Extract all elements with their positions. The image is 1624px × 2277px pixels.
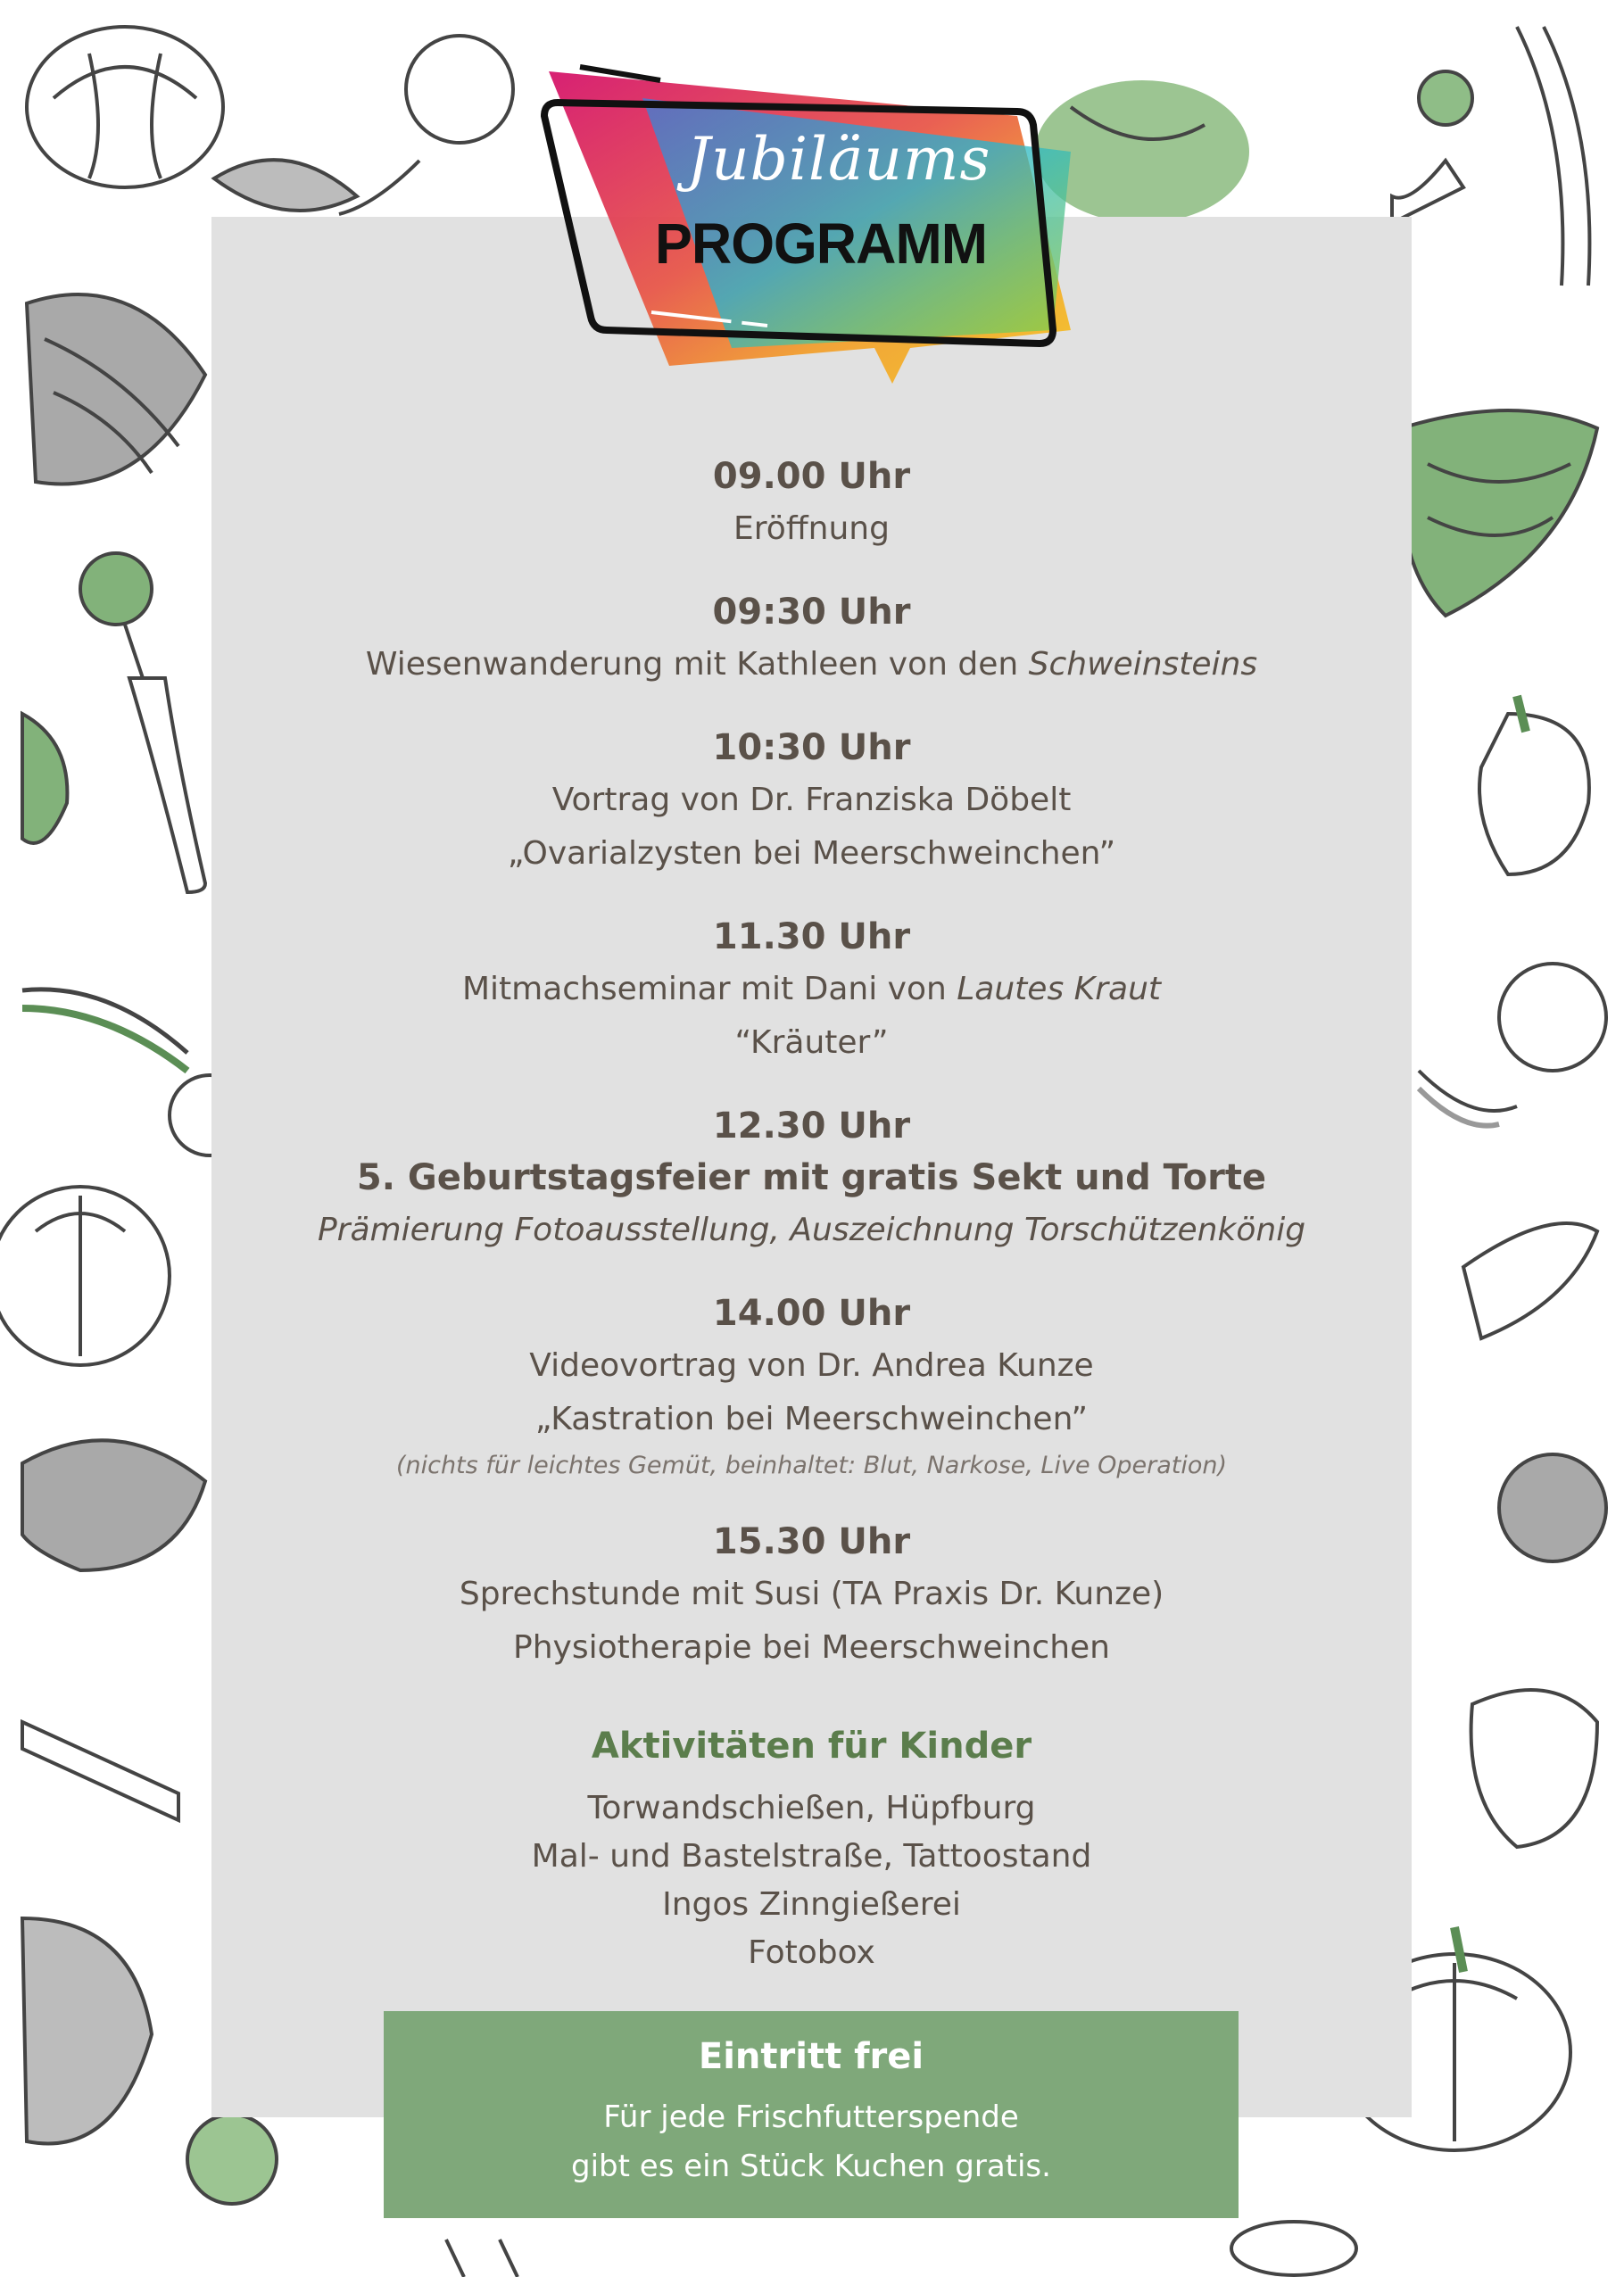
schedule-time: 15.30 Uhr: [712, 1521, 911, 1562]
schedule-item: [211, 1288, 1412, 1486]
schedule-description: Sprechstunde mit Susi (TA Praxis Dr. Kunze): [459, 1576, 1164, 1612]
entry-text: [384, 2093, 1239, 2191]
schedule-description-italic: Lautes Kraut: [957, 971, 1162, 1007]
schedule-item: [211, 722, 1412, 881]
schedule-description: Videovortrag von Dr. Andrea Kunze: [529, 1347, 1094, 1384]
schedule-description: Eröffnung: [733, 510, 890, 547]
schedule-item: [211, 586, 1412, 691]
schedule-subline: Prämierung Fotoausstellung, Auszeichnung Torschützenkönig: [317, 1212, 1306, 1248]
schedule-time: 10:30 Uhr: [712, 727, 911, 768]
schedule-time: 12.30 Uhr: [712, 1105, 911, 1147]
schedule-list: [211, 451, 1412, 1705]
entry-text-line: Für jede Frischfutterspende: [603, 2099, 1019, 2135]
schedule-time: 09:30 Uhr: [712, 592, 911, 633]
kids-activity-item: Torwandschießen, Hüpfburg: [587, 1790, 1036, 1826]
schedule-description-italic: Schweinsteins: [1028, 646, 1258, 683]
entry-info-box: [384, 2011, 1239, 2218]
schedule-item: [211, 911, 1412, 1070]
entry-text-line: gibt es ein Stück Kuchen gratis.: [571, 2149, 1051, 2184]
schedule-description: [211, 963, 1412, 1016]
schedule-topic: Physiotherapie bei Meerschweinchen: [513, 1629, 1110, 1666]
schedule-topic: „Ovarialzysten bei Meerschweinchen”: [507, 835, 1116, 872]
schedule-topic: “Kräuter”: [734, 1024, 889, 1061]
schedule-description-text: Mitmachseminar mit Dani von: [461, 971, 947, 1007]
entry-title: Eintritt frei: [698, 2036, 924, 2077]
schedule-description-text: Wiesenwanderung mit Kathleen von den: [365, 646, 1019, 683]
kids-activity-item: Fotobox: [748, 1934, 875, 1971]
schedule-note: (nichts für leichtes Gemüt, beinhaltet: Blut, Narkose, Live Operation): [395, 1452, 1228, 1479]
kids-activity-item: Ingos Zinngießerei: [662, 1886, 961, 1923]
schedule-topic: „Kastration bei Meerschweinchen”: [534, 1401, 1089, 1437]
schedule-item: [211, 451, 1412, 556]
schedule-time: 14.00 Uhr: [712, 1293, 911, 1334]
schedule-time: 11.30 Uhr: [712, 916, 911, 957]
schedule-item: [211, 1100, 1412, 1257]
kids-activities-title: Aktivitäten für Kinder: [591, 1726, 1032, 1767]
badge-title-text: PROGRAMM: [655, 211, 987, 276]
kids-activity-item: Mal- und Bastelstraße, Tattoostand: [531, 1838, 1092, 1875]
schedule-item: [211, 1516, 1412, 1675]
schedule-description: [211, 638, 1412, 691]
schedule-time: 09.00 Uhr: [712, 456, 911, 497]
badge-script-text: Jubiläums: [686, 125, 991, 194]
schedule-description: Vortrag von Dr. Franziska Döbelt: [551, 782, 1072, 818]
schedule-headline: 5. Geburtstagsfeier mit gratis Sekt und Torte: [356, 1157, 1267, 1198]
kids-activities: [211, 1720, 1412, 1977]
